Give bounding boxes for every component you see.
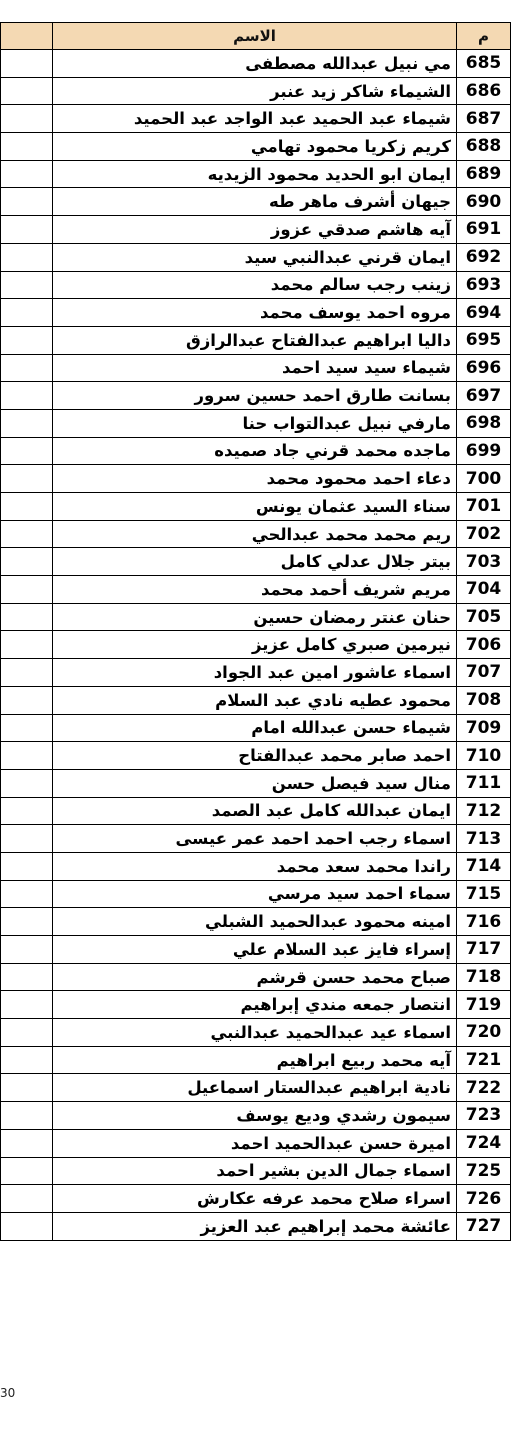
row-extra-cell <box>1 576 53 604</box>
row-number: 707 <box>457 659 511 687</box>
row-name: اسماء رجب احمد احمد عمر عيسى <box>53 825 457 853</box>
row-name: ريم محمد محمد عبدالحي <box>53 520 457 548</box>
row-name: محمود عطيه نادي عبد السلام <box>53 686 457 714</box>
table-row <box>1 576 511 604</box>
table-row <box>1 216 511 244</box>
row-extra-cell <box>1 50 53 78</box>
table-row <box>1 1185 511 1213</box>
row-extra-cell <box>1 437 53 465</box>
row-extra-cell <box>1 686 53 714</box>
row-number: 685 <box>457 50 511 78</box>
row-extra-cell <box>1 1019 53 1047</box>
row-name: زينب رجب سالم محمد <box>53 271 457 299</box>
table-row <box>1 160 511 188</box>
row-name: حنان عنتر رمضان حسين <box>53 603 457 631</box>
row-name: إسراء فايز عبد السلام علي <box>53 936 457 964</box>
row-name: امينه محمود عبدالحميد الشبلي <box>53 908 457 936</box>
row-number: 714 <box>457 852 511 880</box>
row-number: 724 <box>457 1129 511 1157</box>
row-number: 703 <box>457 548 511 576</box>
row-extra-cell <box>1 1074 53 1102</box>
row-number: 697 <box>457 382 511 410</box>
row-extra-cell <box>1 714 53 742</box>
row-extra-cell <box>1 326 53 354</box>
row-number: 698 <box>457 409 511 437</box>
names-table-container <box>0 22 510 1241</box>
row-number: 723 <box>457 1102 511 1130</box>
row-number: 718 <box>457 963 511 991</box>
row-name: مارفي نبيل عبدالتواب حنا <box>53 409 457 437</box>
row-extra-cell <box>1 465 53 493</box>
row-number: 690 <box>457 188 511 216</box>
row-name: جيهان أشرف ماهر طه <box>53 188 457 216</box>
table-row <box>1 852 511 880</box>
table-row <box>1 50 511 78</box>
row-extra-cell <box>1 631 53 659</box>
row-number: 721 <box>457 1046 511 1074</box>
table-row <box>1 1019 511 1047</box>
row-number: 691 <box>457 216 511 244</box>
row-extra-cell <box>1 160 53 188</box>
row-name: بيتر جلال عدلي كامل <box>53 548 457 576</box>
table-row <box>1 603 511 631</box>
table-row <box>1 1129 511 1157</box>
row-number: 710 <box>457 742 511 770</box>
row-number: 701 <box>457 493 511 521</box>
row-number: 689 <box>457 160 511 188</box>
table-row <box>1 77 511 105</box>
names-table <box>0 22 511 1241</box>
row-number: 708 <box>457 686 511 714</box>
header-extra <box>1 23 53 50</box>
header-name: الاسم <box>53 23 457 50</box>
row-name: راندا محمد سعد محمد <box>53 852 457 880</box>
row-extra-cell <box>1 991 53 1019</box>
row-name: مي نبيل عبدالله مصطفى <box>53 50 457 78</box>
row-number: 725 <box>457 1157 511 1185</box>
table-row <box>1 409 511 437</box>
row-name: شيماء عبد الحميد عبد الواجد عبد الحميد <box>53 105 457 133</box>
row-name: داليا ابراهيم عبدالفتاح عبدالرازق <box>53 326 457 354</box>
table-row <box>1 963 511 991</box>
table-row <box>1 880 511 908</box>
table-header-row <box>1 23 511 50</box>
row-number: 686 <box>457 77 511 105</box>
table-row <box>1 326 511 354</box>
table-row <box>1 354 511 382</box>
row-name: شيماء حسن عبدالله امام <box>53 714 457 742</box>
table-row <box>1 1074 511 1102</box>
table-row <box>1 714 511 742</box>
row-extra-cell <box>1 880 53 908</box>
row-extra-cell <box>1 1157 53 1185</box>
row-extra-cell <box>1 742 53 770</box>
row-name: الشيماء شاكر زيد عنبر <box>53 77 457 105</box>
table-row <box>1 437 511 465</box>
row-number: 726 <box>457 1185 511 1213</box>
row-extra-cell <box>1 133 53 161</box>
table-row <box>1 631 511 659</box>
row-number: 711 <box>457 769 511 797</box>
row-name: سيمون رشدي وديع يوسف <box>53 1102 457 1130</box>
row-number: 705 <box>457 603 511 631</box>
table-row <box>1 769 511 797</box>
table-row <box>1 493 511 521</box>
row-extra-cell <box>1 271 53 299</box>
row-name: نادية ابراهيم عبدالستار اسماعيل <box>53 1074 457 1102</box>
page-number: 30 <box>0 1386 16 1400</box>
row-number: 694 <box>457 299 511 327</box>
row-number: 716 <box>457 908 511 936</box>
row-name: مروه احمد يوسف محمد <box>53 299 457 327</box>
row-number: 696 <box>457 354 511 382</box>
table-row <box>1 742 511 770</box>
row-extra-cell <box>1 659 53 687</box>
row-number: 715 <box>457 880 511 908</box>
table-row <box>1 271 511 299</box>
row-extra-cell <box>1 963 53 991</box>
table-row <box>1 382 511 410</box>
row-number: 704 <box>457 576 511 604</box>
table-row <box>1 991 511 1019</box>
row-number: 712 <box>457 797 511 825</box>
row-extra-cell <box>1 409 53 437</box>
table-row <box>1 105 511 133</box>
row-name: اسماء جمال الدين بشير احمد <box>53 1157 457 1185</box>
row-name: صباح محمد حسن قرشم <box>53 963 457 991</box>
table-row <box>1 825 511 853</box>
row-number: 700 <box>457 465 511 493</box>
row-name: اسماء عاشور امين عبد الجواد <box>53 659 457 687</box>
row-name: احمد صابر محمد عبدالفتاح <box>53 742 457 770</box>
row-extra-cell <box>1 1046 53 1074</box>
row-name: كريم زكريا محمود تهامي <box>53 133 457 161</box>
row-number: 695 <box>457 326 511 354</box>
row-number: 713 <box>457 825 511 853</box>
row-number: 709 <box>457 714 511 742</box>
row-name: ايمان ابو الحديد محمود الزيديه <box>53 160 457 188</box>
row-name: بسانت طارق احمد حسين سرور <box>53 382 457 410</box>
row-number: 717 <box>457 936 511 964</box>
row-name: آيه محمد ربيع ابراهيم <box>53 1046 457 1074</box>
row-name: منال سيد فيصل حسن <box>53 769 457 797</box>
row-name: مريم شريف أحمد محمد <box>53 576 457 604</box>
row-number: 722 <box>457 1074 511 1102</box>
row-name: انتصار جمعه مندي إبراهيم <box>53 991 457 1019</box>
table-row <box>1 548 511 576</box>
table-row <box>1 936 511 964</box>
row-extra-cell <box>1 243 53 271</box>
row-extra-cell <box>1 77 53 105</box>
row-extra-cell <box>1 493 53 521</box>
row-name: اسراء صلاح محمد عرفه عكارش <box>53 1185 457 1213</box>
header-number: م <box>457 23 511 50</box>
row-number: 692 <box>457 243 511 271</box>
table-row <box>1 1046 511 1074</box>
table-row <box>1 243 511 271</box>
row-number: 693 <box>457 271 511 299</box>
row-name: ايمان قرني عبدالنبي سيد <box>53 243 457 271</box>
row-name: نيرمين صبري كامل عزيز <box>53 631 457 659</box>
table-row <box>1 1102 511 1130</box>
row-extra-cell <box>1 299 53 327</box>
table-row <box>1 686 511 714</box>
row-name: دعاء احمد محمود محمد <box>53 465 457 493</box>
row-extra-cell <box>1 908 53 936</box>
table-row <box>1 188 511 216</box>
row-name: ايمان عبدالله كامل عبد الصمد <box>53 797 457 825</box>
table-row <box>1 908 511 936</box>
row-extra-cell <box>1 936 53 964</box>
table-row <box>1 520 511 548</box>
row-extra-cell <box>1 520 53 548</box>
row-extra-cell <box>1 105 53 133</box>
row-extra-cell <box>1 1102 53 1130</box>
row-number: 727 <box>457 1212 511 1240</box>
row-extra-cell <box>1 603 53 631</box>
row-name: عائشة محمد إبراهيم عبد العزيز <box>53 1212 457 1240</box>
row-number: 702 <box>457 520 511 548</box>
table-row <box>1 299 511 327</box>
table-row <box>1 1212 511 1240</box>
row-extra-cell <box>1 188 53 216</box>
row-extra-cell <box>1 1212 53 1240</box>
row-name: اسماء عيد عبدالحميد عبدالنبي <box>53 1019 457 1047</box>
row-extra-cell <box>1 1129 53 1157</box>
row-name: ماجده محمد قرني جاد صميده <box>53 437 457 465</box>
table-body <box>1 50 511 1241</box>
row-number: 687 <box>457 105 511 133</box>
row-extra-cell <box>1 548 53 576</box>
table-row <box>1 1157 511 1185</box>
row-number: 699 <box>457 437 511 465</box>
row-extra-cell <box>1 1185 53 1213</box>
row-number: 719 <box>457 991 511 1019</box>
row-name: آيه هاشم صدقي عزوز <box>53 216 457 244</box>
row-extra-cell <box>1 852 53 880</box>
row-extra-cell <box>1 797 53 825</box>
table-row <box>1 133 511 161</box>
row-name: سناء السيد عثمان يونس <box>53 493 457 521</box>
row-number: 688 <box>457 133 511 161</box>
row-number: 706 <box>457 631 511 659</box>
row-extra-cell <box>1 354 53 382</box>
row-extra-cell <box>1 382 53 410</box>
row-name: سماء احمد سيد مرسي <box>53 880 457 908</box>
row-number: 720 <box>457 1019 511 1047</box>
table-row <box>1 797 511 825</box>
row-extra-cell <box>1 216 53 244</box>
row-extra-cell <box>1 825 53 853</box>
row-extra-cell <box>1 769 53 797</box>
row-name: شيماء سيد سيد احمد <box>53 354 457 382</box>
table-row <box>1 465 511 493</box>
row-name: اميرة حسن عبدالحميد احمد <box>53 1129 457 1157</box>
table-row <box>1 659 511 687</box>
